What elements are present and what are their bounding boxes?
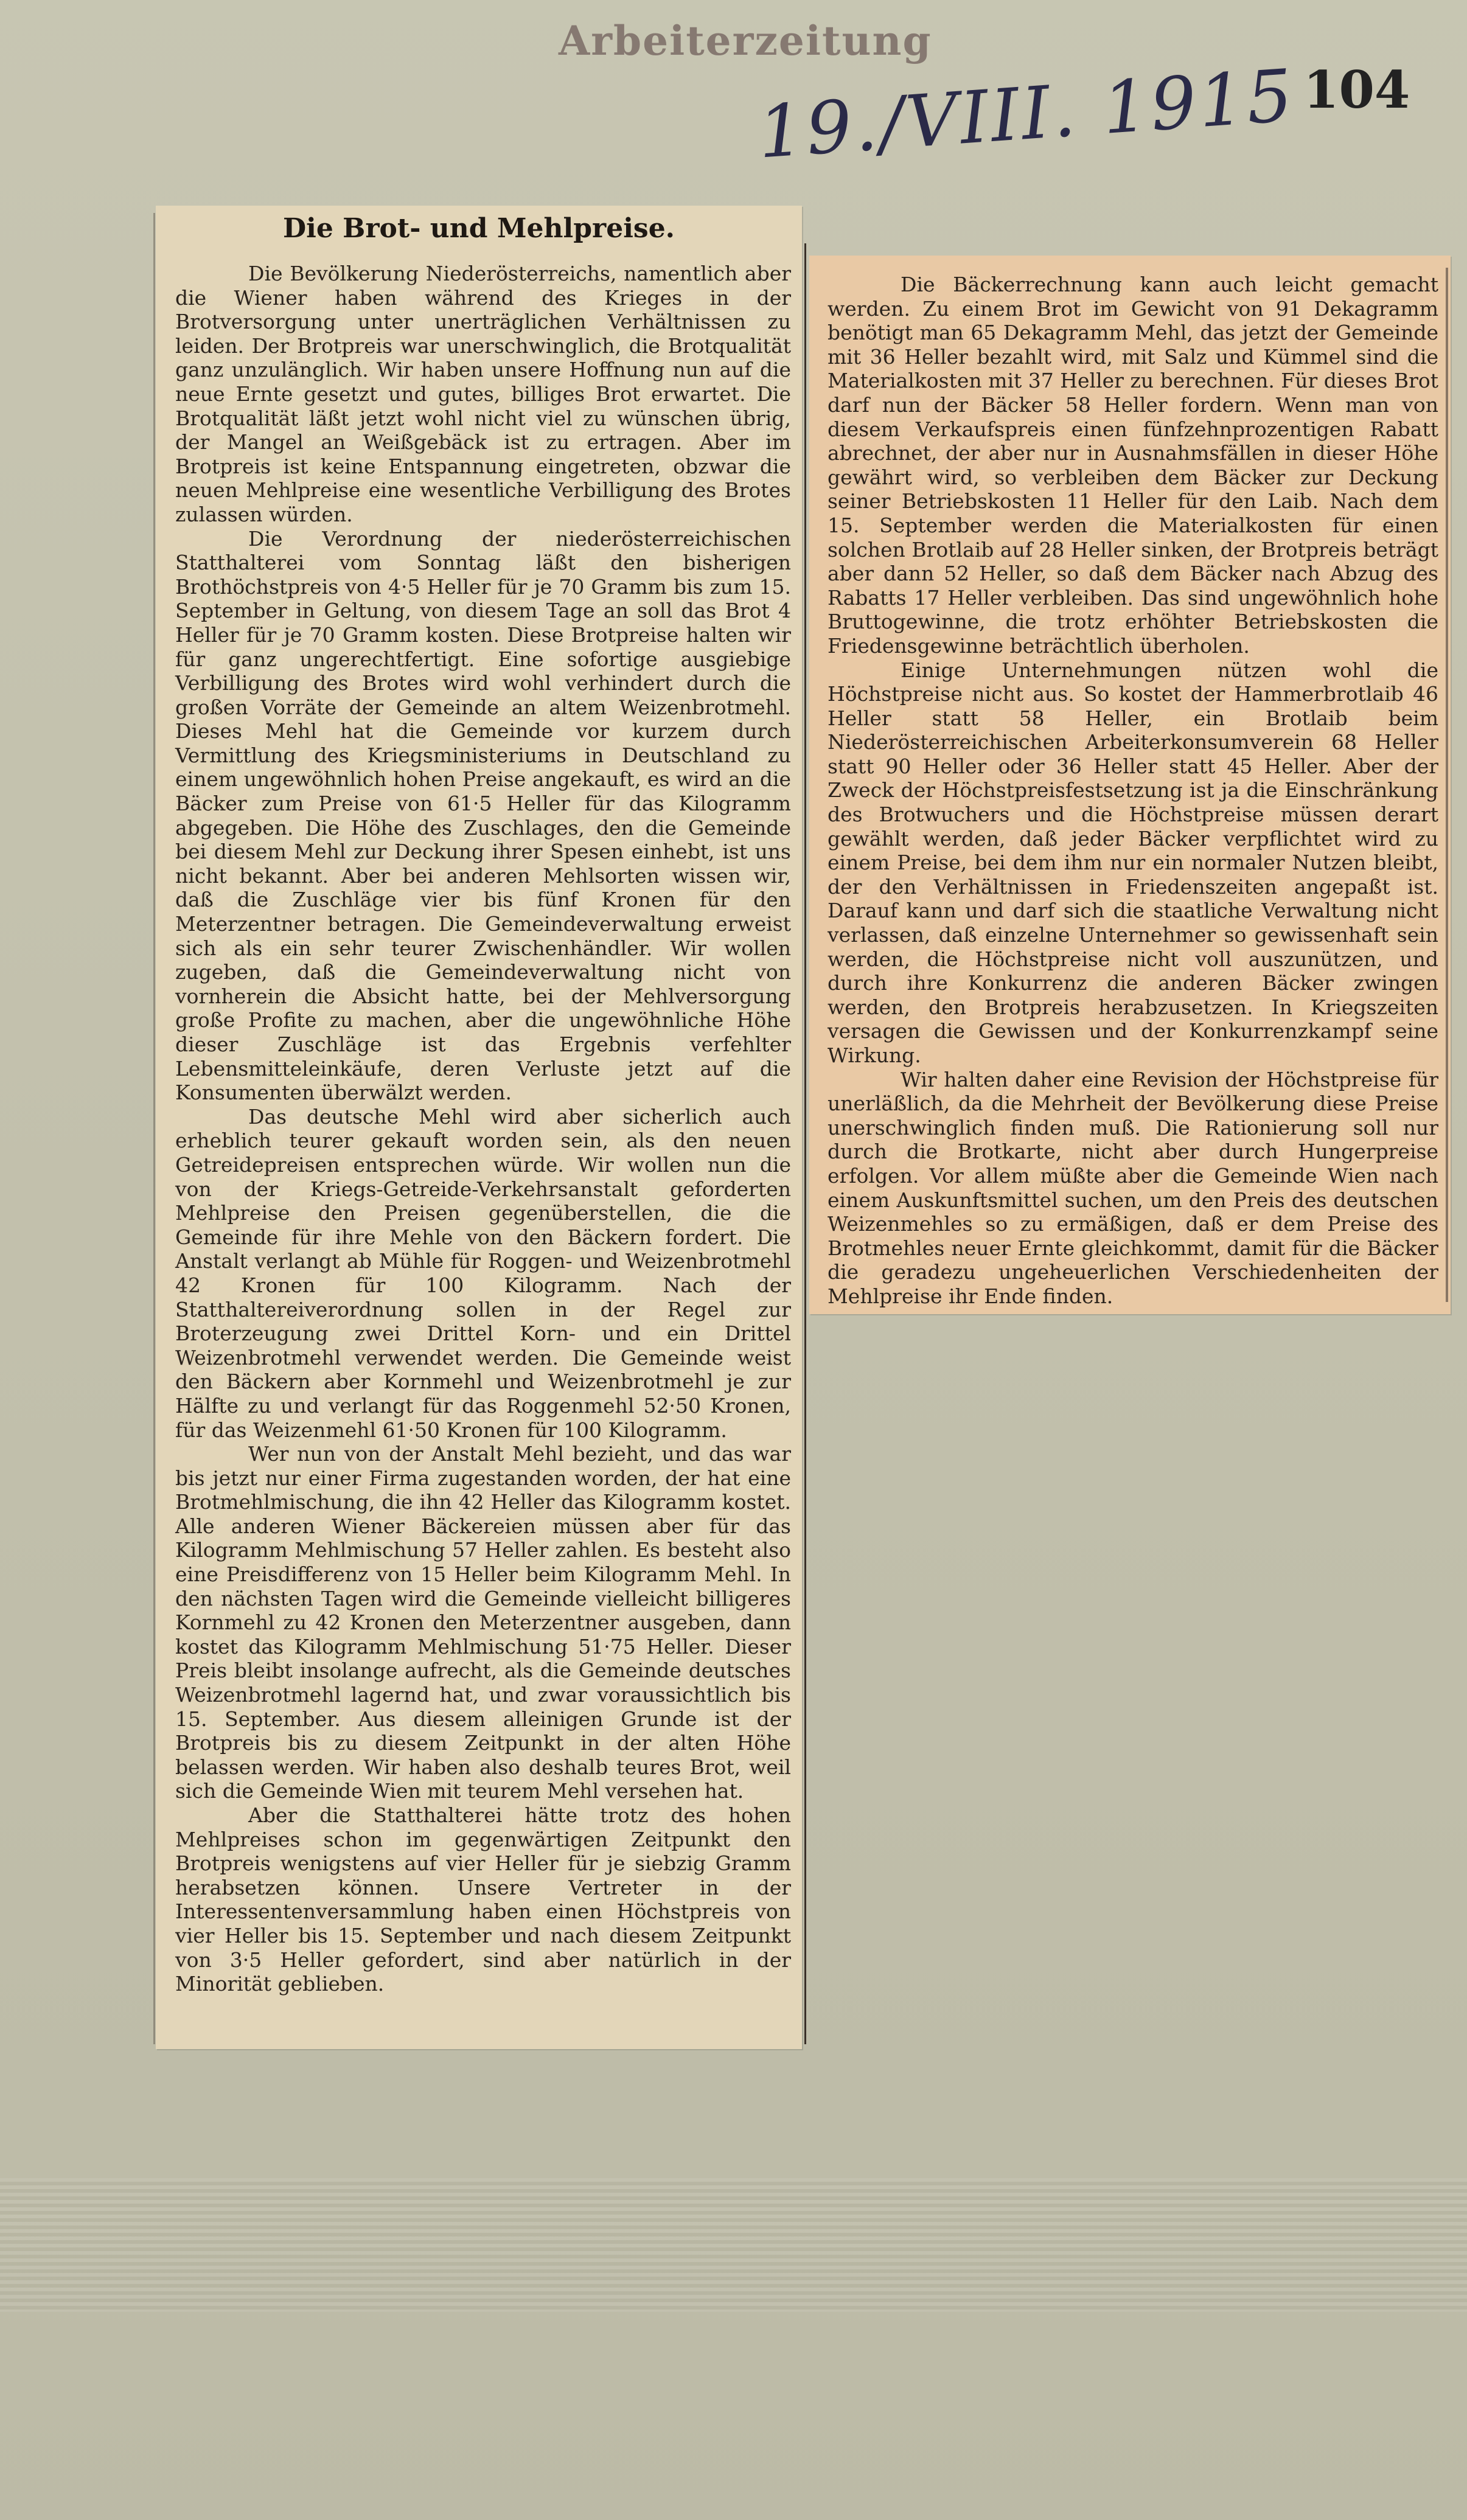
clipping-edge-left — [153, 213, 155, 2044]
paragraph: Einige Unternehmungen nützen wohl die Höchstpreise nicht aus. So kostet der Hammerbrotlaib 46 Heller statt 58 Heller, ein Brotlaib beim Niederösterreichischen Arbeiterkonsumverein 68 Heller statt 90 Heller oder 36 Heller statt 45 Heller. Aber der Zweck der Höchstpreisfestsetzung ist ja die Einschränkung des Brotwuchers und die Höchstpreise müssen derart gewählt werden, daß jeder Bäcker verpflichtet wird zu einem Preise, bei dem ihm nur ein normaler Nutzen bleibt, der den Verhältnissen in Friedenszeiten angepaßt ist. Darauf kann und darf sich die staatliche Verwaltung nicht verlassen, daß einzelne Unternehmer so gewissenhaft sein werden, die Höchstpreise nicht voll auszunützen, und durch ihre Konkurrenz die anderen Bäcker zwingen werden, den Brotpreis herabzusetzen. In Kriegszeiten versagen die Gewissen und der Konkurrenzkampf seine Wirkung. — [828, 658, 1438, 1067]
paragraph: Wir halten daher eine Revision der Höchstpreise für unerläßlich, da die Mehrheit der Bevölkerung diese Preise unerschwinglich finden muß. Die Rationierung soll nur durch die Brotkarte, nicht aber durch Hungerpreise erfolgen. Vor allem müßte aber die Gemeinde Wien nach einem Auskunftsmittel suchen, um den Preis des deutschen Weizenmehles so zu ermäßigen, daß er dem Preise des Brotmehles neuer Ernte gleichkommt, damit für die Bäcker die geradezu ungeheuerlichen Verschiedenheiten der Mehlpreise ihr Ende finden. — [828, 1067, 1438, 1308]
clipping-edge — [1446, 268, 1448, 1302]
page-number: 104 — [1303, 60, 1410, 120]
paper-texture-band — [0, 2178, 1467, 2312]
right-column-text — [828, 273, 1438, 1309]
article-headline: Die Brot- und Mehlpreise. — [282, 213, 675, 244]
handwritten-date: 19./VIII. 1915 — [755, 53, 1298, 175]
paragraph: Aber die Statthalterei hätte trotz des hohen Mehlpreises schon im gegenwärtigen Zeitpunkt den Brotpreis wenigstens auf vier Heller für je siebzig Gramm herabsetzen können. Unsere Vertreter in der Interessentenversammlung haben einen Höchstpreis von vier Heller bis 15. September und nach diesem Zeitpunkt von 3·5 Heller gefordert, sind aber natürlich in der Minorität geblieben. — [175, 1803, 791, 1996]
paragraph: Wer nun von der Anstalt Mehl bezieht, und das war bis jetzt nur einer Firma zugestanden worden, der hat eine Brotmehlmischung, die ihn 42 Heller das Kilogramm kostet. Alle anderen Wiener Bäckereien müssen aber für das Kilogramm Mehlmischung 57 Heller zahlen. Es besteht also eine Preisdifferenz von 15 Heller beim Kilogramm Mehl. In den nächsten Tagen wird die Gemeinde vielleicht billigeres Kornmehl zu 42 Kronen den Meterzentner ausgeben, dann kostet das Kilogramm Mehlmischung 51·75 Heller. Dieser Preis bleibt insolange aufrecht, als die Gemeinde deutsches Weizenbrotmehl lagernd hat, und zwar voraussichtlich bis 15. September. Aus diesem alleinigen Grunde ist der Brotpreis bis zu diesem Zeitpunkt in der alten Höhe belassen werden. Wir haben also deshalb teures Brot, weil sich die Gemeinde Wien mit teurem Mehl versehen hat. — [175, 1442, 791, 1803]
paragraph: Die Bevölkerung Niederösterreichs, namentlich aber die Wiener haben während des Krieges in der Brotversorgung unter unerträglichen Verhältnissen zu leiden. Der Brotpreis war unerschwinglich, die Brotqualität ganz unzulänglich. Wir haben unsere Hoffnung nun auf die neue Ernte gesetzt und gutes, billiges Brot erwartet. Die Brotqualität läßt jetzt wohl nicht viel zu wünschen übrig, der Mangel an Weißgebäck ist zu ertragen. Aber im Brotpreis ist keine Entspannung eingetreten, obzwar die neuen Mehlpreise eine wesentliche Verbilligung des Brotes zulassen würden. — [175, 262, 791, 526]
left-column-text — [175, 262, 791, 1996]
paragraph: Die Verordnung der niederösterreichischen Statthalterei vom Sonntag läßt den bisherigen Brothöchstpreis von 4·5 Heller für je 70 Gramm bis zum 15. September in Geltung, von diesem Tage an soll das Brot 4 Heller für je 70 Gramm kosten. Diese Brotpreise halten wir für ganz ungerechtfertigt. Eine sofortige ausgiebige Verbilligung des Brotes wird wohl verhindert durch die großen Vorräte der Gemeinde an altem Weizenbrotmehl. Dieses Mehl hat die Gemeinde vor kurzem durch Vermittlung des Kriegsministeriums in Deutschland zu einem ungewöhnlich hohen Preise angekauft, es wird an die Bäcker zum Preise von 61·5 Heller für das Kilogramm abgegeben. Die Höhe des Zuschlages, den die Gemeinde bei diesem Mehl zur Deckung ihrer Spesen einhebt, ist uns nicht bekannt. Aber bei anderen Mehlsorten wissen wir, daß die Zuschläge vier bis fünf Kronen für den Meterzentner betragen. Die Gemeindeverwaltung erweist sich als ein sehr teurer Zwischenhändler. Wir wollen zugeben, daß die Gemeindeverwaltung nicht von vornherein die Absicht hatte, bei der Mehlversorgung große Profite zu machen, aber die ungewöhnliche Höhe dieser Zuschläge ist das Ergebnis verfehlter Lebensmitteleinkäufe, deren Verluste jetzt auf die Konsumenten überwälzt werden. — [175, 526, 791, 1105]
paragraph: Das deutsche Mehl wird aber sicherlich auch erheblich teurer gekauft worden sein, als den neuen Getreidepreisen entsprechen würde. Wir wollen nun die von der Kriegs-Getreide-Verkehrsanstalt geforderten Mehlpreise den Preisen gegenüberstellen, die die Gemeinde für ihre Mehle von den Bäckern fordert. Die Anstalt verlangt ab Mühle für Roggen- und Weizenbrotmehl 42 Kronen für 100 Kilogramm. Nach der Statthaltereiverordnung sollen in der Regel zur Broterzeugung zwei Drittel Korn- und ein Drittel Weizenbrotmehl verwendet werden. Die Gemeinde weist den Bäckern aber Kornmehl und Weizenbrotmehl je zur Hälfte zu und verlangt für das Roggenmehl 52·50 Kronen, für das Weizenmehl 61·50 Kronen für 100 Kilogramm. — [175, 1104, 791, 1442]
column-divider — [804, 243, 806, 2044]
paragraph: Die Bäckerrechnung kann auch leicht gemacht werden. Zu einem Brot im Gewicht von 91 Dekagramm benötigt man 65 Dekagramm Mehl, das jetzt der Gemeinde mit 36 Heller bezahlt wird, mit Salz und Kümmel sind die Materialkosten mit 37 Heller zu berechnen. Für dieses Brot darf nun der Bäcker 58 Heller fordern. Wenn man von diesem Verkaufspreis einen fünfzehnprozentigen Rabatt abrechnet, der aber nur in Ausnahmsfällen in dieser Höhe gewährt wird, so verbleiben dem Bäcker zur Deckung seiner Betriebskosten 11 Heller für den Laib. Nach dem 15. September werden die Materialkosten für einen solchen Brotlaib auf 28 Heller sinken, der Brotpreis beträgt aber dann 52 Heller, so daß dem Bäcker nach Abzug des Rabatts 17 Heller verbleiben. Das sind ungewöhnlich hohe Bruttogewinne, die trotz erhöhter Betriebskosten die Friedensgewinne beträchtlich überholen. — [828, 273, 1438, 658]
newspaper-stamp: Arbeiterzeitung — [559, 17, 932, 64]
